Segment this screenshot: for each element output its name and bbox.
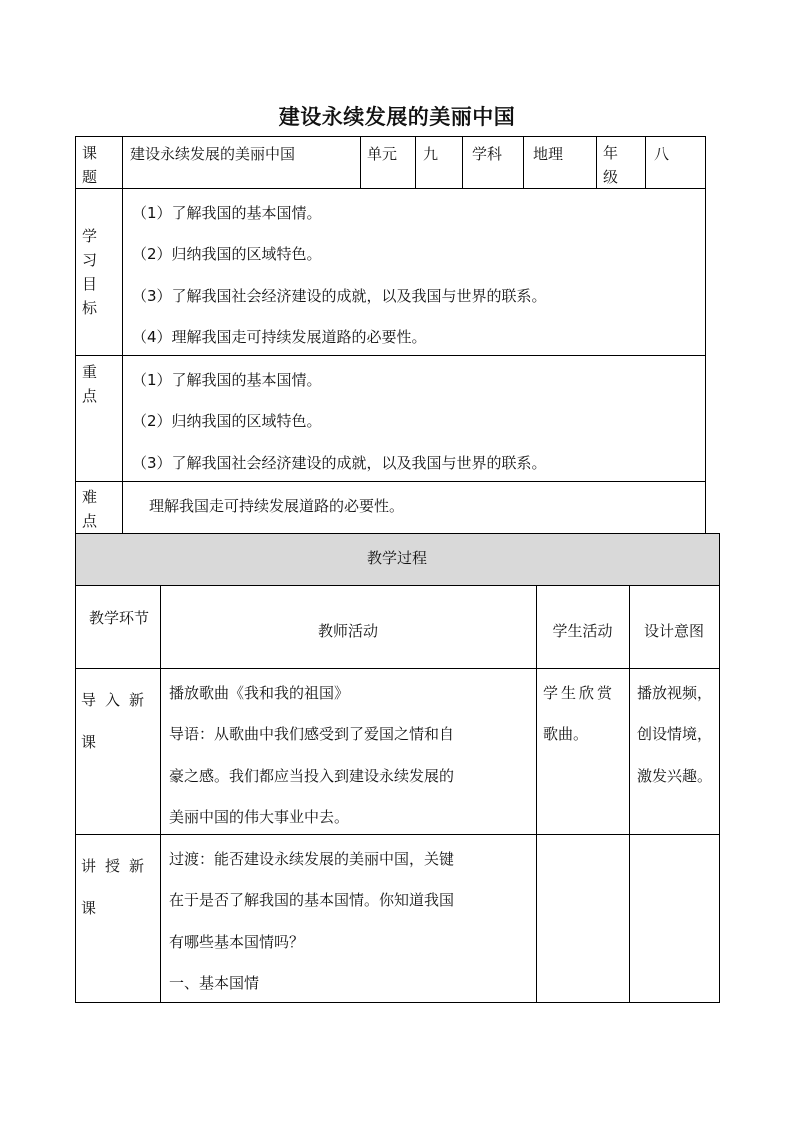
key-point-item: （1）了解我国的基本国情。	[132, 371, 322, 389]
teacher-line: 一、基本国情	[169, 974, 260, 992]
intent-line: 播放视频，	[637, 684, 713, 702]
teacher-line: 过渡：能否建设永续发展的美丽中国，关键	[169, 850, 455, 868]
intent-line: 激发兴趣。	[637, 767, 713, 785]
unit-value: 九	[423, 145, 439, 163]
objectives-label: 学习目标	[82, 227, 98, 317]
column-header-stage: 教学环节	[88, 609, 149, 627]
key-point-item: （3）了解我国社会经济建设的成就，以及我国与世界的联系。	[132, 454, 547, 472]
subject-value: 地理	[533, 145, 564, 163]
subject-label: 学科	[472, 145, 503, 163]
grade-label: 年级	[603, 144, 619, 186]
teacher-line: 有哪些基本国情吗？	[169, 933, 305, 951]
difficulty-label: 难点	[82, 488, 98, 530]
key-point-item: （2）归纳我国的区域特色。	[132, 412, 322, 430]
topic-value: 建设永续发展的美丽中国	[130, 145, 296, 163]
teacher-line: 豪之感。我们都应当投入到建设永续发展的	[169, 767, 455, 785]
objective-item: （1）了解我国的基本国情。	[132, 204, 322, 222]
stage-cell: 导入新课	[81, 691, 154, 751]
teacher-line: 美丽中国的伟大事业中去。	[169, 808, 350, 826]
topic-label: 课题	[82, 144, 98, 186]
student-line: 歌曲。	[543, 725, 589, 743]
teacher-line: 在于是否了解我国的基本国情。你知道我国	[169, 891, 455, 909]
document-title: 建设永续发展的美丽中国	[278, 105, 516, 129]
teacher-line: 导语：从歌曲中我们感受到了爱国之情和自	[169, 725, 455, 743]
key-points-label: 重点	[82, 363, 98, 405]
column-header-intent: 设计意图	[643, 622, 704, 640]
process-header: 教学过程	[366, 549, 427, 567]
objective-item: （2）归纳我国的区域特色。	[132, 245, 322, 263]
objective-item: （4）理解我国走可持续发展道路的必要性。	[132, 328, 427, 346]
grade-value: 八	[654, 145, 670, 163]
unit-label: 单元	[367, 145, 398, 163]
student-line: 学生欣赏	[543, 684, 616, 702]
column-header-student: 学生活动	[552, 622, 613, 640]
objective-item: （3）了解我国社会经济建设的成就，以及我国与世界的联系。	[132, 287, 547, 305]
column-header-teacher: 教师活动	[317, 622, 378, 640]
difficulty-text: 理解我国走可持续发展道路的必要性。	[149, 497, 405, 515]
intent-line: 创设情境，	[637, 725, 713, 743]
stage-cell: 讲授新课	[81, 857, 154, 917]
teacher-line: 播放歌曲《我和我的祖国》	[169, 684, 350, 702]
